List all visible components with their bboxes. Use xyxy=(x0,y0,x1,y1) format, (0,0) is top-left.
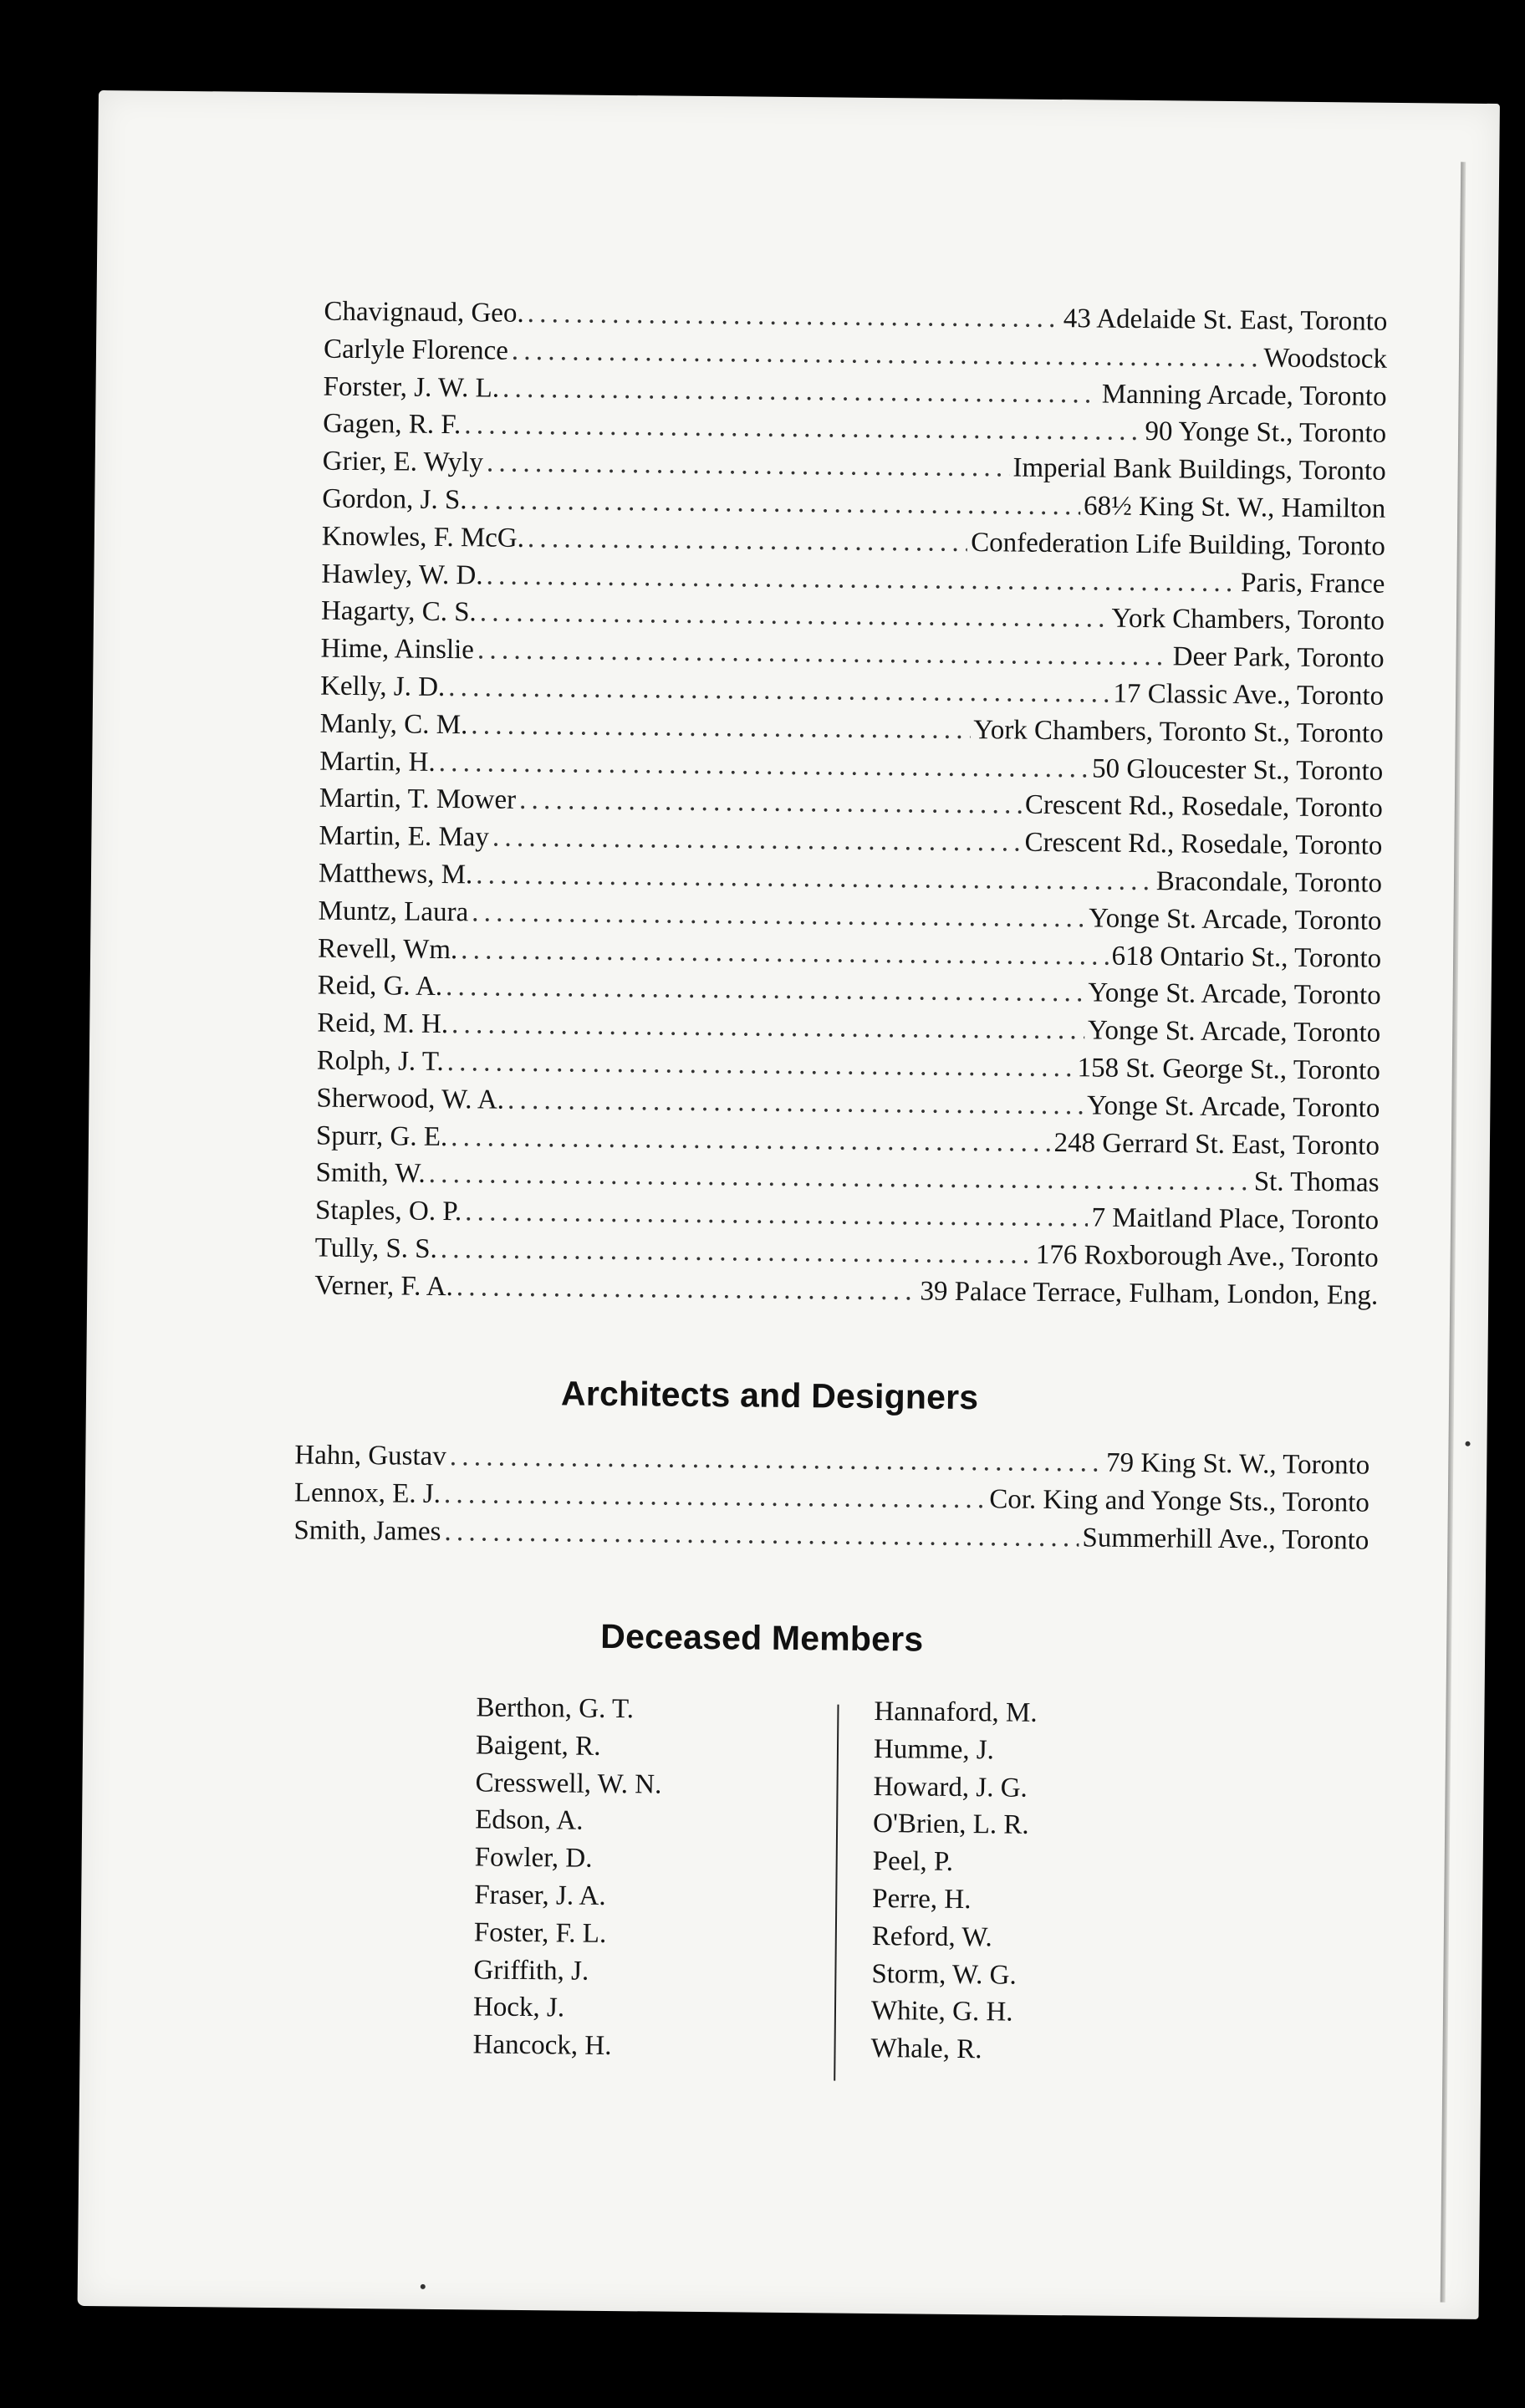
dot-leader xyxy=(464,411,1142,448)
entry-name: Reid, G. A. xyxy=(317,970,443,1002)
entry-address: 39 Palace Terrace, Fulham, London, Eng. xyxy=(920,1276,1379,1311)
deceased-member: White, G. H. xyxy=(870,1996,1013,2028)
deceased-member: Cresswell, W. N. xyxy=(475,1768,662,1800)
deceased-member: Hannaford, M. xyxy=(874,1696,1038,1728)
entry-address: Cor. King and Yonge Sts., Toronto xyxy=(989,1484,1370,1518)
dot-leader xyxy=(519,785,1022,821)
deceased-member: Fraser, J. A. xyxy=(474,1880,606,1911)
entry-address: St. Thomas xyxy=(1253,1166,1380,1199)
entry-address: 7 Maitland Place, Toronto xyxy=(1091,1202,1380,1236)
dot-leader xyxy=(441,1234,1033,1271)
entry-address: Woodstock xyxy=(1263,343,1388,375)
architects-heading: Architects and Designers xyxy=(560,1374,979,1417)
entry-name: Matthews, M. xyxy=(318,858,473,890)
dot-leader xyxy=(512,336,1261,375)
entry-name: Forster, J. W. L. xyxy=(323,371,500,404)
deceased-member: Berthon, G. T. xyxy=(476,1692,635,1725)
entry-name: Hagarty, C. S. xyxy=(320,595,477,628)
deceased-heading: Deceased Members xyxy=(600,1616,924,1659)
dot-leader xyxy=(528,523,968,559)
deceased-member: Foster, F. L. xyxy=(473,1917,607,1949)
entry-name: Chavignaud, Geo. xyxy=(324,296,524,329)
dot-leader xyxy=(480,598,1109,635)
dot-leader xyxy=(492,823,1022,859)
entry-name: Sherwood, W. A. xyxy=(316,1083,505,1115)
entry-name: Hawley, W. D. xyxy=(321,559,483,591)
entry-address: 17 Classic Ave., Toronto xyxy=(1113,678,1385,712)
entry-name: Verner, F. A. xyxy=(314,1270,454,1302)
entry-name: Rolph, J. T. xyxy=(316,1045,444,1077)
entry-name: Knowles, F. McG. xyxy=(321,521,525,554)
entry-address: 43 Adelaide St. East, Toronto xyxy=(1063,304,1388,337)
dot-leader xyxy=(444,1517,1079,1553)
deceased-member: Howard, J. G. xyxy=(873,1771,1028,1803)
entry-address: Confederation Life Building, Toronto xyxy=(971,527,1386,562)
dot-leader xyxy=(450,1441,1104,1478)
entry-address: 79 King St. W., Toronto xyxy=(1105,1447,1370,1481)
entry-address: Imperial Bank Buildings, Toronto xyxy=(1012,452,1386,487)
entry-name: Spurr, G. E. xyxy=(315,1120,448,1152)
dot-leader xyxy=(451,1122,1051,1159)
architects-list xyxy=(293,1440,1369,1563)
entry-name: Lennox, E. J. xyxy=(293,1477,441,1509)
entry-name: Gordon, J. S. xyxy=(322,483,467,516)
dot-leader xyxy=(471,710,970,746)
entry-name: Martin, E. May xyxy=(319,820,490,853)
entry-name: Gagen, R. F. xyxy=(323,408,462,441)
deceased-member: Fowler, D. xyxy=(474,1842,593,1874)
entry-address: 618 Ontario St., Toronto xyxy=(1111,941,1382,974)
entry-name: Revell, Wm. xyxy=(317,933,458,965)
dot-leader xyxy=(456,1272,917,1307)
entry-address: 50 Gloucester St., Toronto xyxy=(1091,753,1384,787)
entry-name: Staples, O. P. xyxy=(314,1195,462,1227)
entry-name: Hahn, Gustav xyxy=(294,1440,446,1472)
dot-leader xyxy=(487,448,1010,484)
dot-leader xyxy=(444,1479,987,1515)
deceased-column-left xyxy=(472,1692,662,2069)
deceased-member: Whale, R. xyxy=(870,2033,982,2065)
entry-name: Carlyle Florence xyxy=(323,334,509,366)
entry-address: Bracondale, Toronto xyxy=(1155,866,1383,899)
entry-address: York Chambers, Toronto St., Toronto xyxy=(973,714,1384,749)
deceased-member: Peel, P. xyxy=(872,1846,954,1878)
entry-address: Yonge St. Arcade, Toronto xyxy=(1087,1015,1381,1048)
deceased-member: Reford, W. xyxy=(871,1921,992,1953)
entry-name: Muntz, Laura xyxy=(318,895,469,928)
dot-leader xyxy=(461,935,1109,972)
dot-leader xyxy=(446,972,1085,1008)
entry-name: Tully, S. S. xyxy=(314,1232,438,1264)
entry-name: Manly, C. M. xyxy=(319,708,468,741)
dot-leader xyxy=(439,747,1089,784)
deceased-member: Hancock, H. xyxy=(472,2029,612,2062)
entry-address: Crescent Rd., Rosedale, Toronto xyxy=(1024,790,1383,824)
dot-leader xyxy=(451,1009,1084,1046)
deceased-member: O'Brien, L. R. xyxy=(872,1809,1029,1841)
entry-name: Grier, E. Wyly xyxy=(322,446,484,478)
entry-address: 158 St. George St., Toronto xyxy=(1077,1053,1380,1086)
dot-leader xyxy=(507,1084,1084,1121)
entry-address: Summerhill Ave., Toronto xyxy=(1082,1522,1369,1556)
entry-name: Hime, Ainslie xyxy=(320,633,475,666)
deceased-member: Griffith, J. xyxy=(473,1954,589,1987)
deceased-member: Edson, A. xyxy=(474,1804,584,1837)
entry-name: Martin, T. Mower xyxy=(319,783,517,816)
dot-leader xyxy=(477,635,1170,673)
dot-leader xyxy=(476,860,1153,897)
dot-leader xyxy=(465,1196,1089,1233)
entry-name: Smith, James xyxy=(293,1514,441,1547)
entry-name: Kelly, J. D. xyxy=(319,671,446,702)
entry-address: Yonge St. Arcade, Toronto xyxy=(1086,1090,1380,1124)
deceased-member: Perre, H. xyxy=(872,1883,972,1916)
dot-leader xyxy=(486,560,1237,599)
member-list xyxy=(314,297,1388,1319)
entry-address: Yonge St. Arcade, Toronto xyxy=(1088,977,1381,1012)
entry-address: Crescent Rd., Rosedale, Toronto xyxy=(1024,827,1383,861)
entry-address: 68½ King St. W., Hamilton xyxy=(1083,491,1386,524)
entry-address: Paris, France xyxy=(1240,567,1385,599)
document-page xyxy=(78,90,1500,2319)
entry-address: Deer Park, Toronto xyxy=(1172,641,1385,674)
deceased-member: Baigent, R. xyxy=(475,1730,601,1762)
entry-address: York Chambers, Toronto xyxy=(1111,604,1385,637)
entry-name: Smith, W. xyxy=(315,1157,426,1190)
dot-leader xyxy=(447,1047,1074,1084)
dot-leader xyxy=(527,298,1060,334)
deceased-member: Humme, J. xyxy=(873,1733,995,1766)
entry-address: Manning Arcade, Toronto xyxy=(1101,379,1387,412)
dot-leader xyxy=(502,373,1099,410)
entry-address: 248 Gerrard St. East, Toronto xyxy=(1053,1127,1380,1161)
deceased-member: Storm, W. G. xyxy=(871,1958,1017,1991)
dot-leader xyxy=(448,672,1110,710)
deceased-column-right xyxy=(870,1696,1037,2073)
dust-speck xyxy=(1466,1441,1471,1446)
deceased-members xyxy=(472,1692,1162,2217)
entry-address: 90 Yonge St., Toronto xyxy=(1145,416,1387,450)
entry-address: 176 Roxborough Ave., Toronto xyxy=(1035,1239,1379,1273)
entry-name: Reid, M. H. xyxy=(317,1008,449,1040)
entry-address: Yonge St. Arcade, Toronto xyxy=(1089,903,1382,936)
dot-leader xyxy=(472,897,1085,934)
page-fold-shadow xyxy=(1441,162,1466,2303)
entry-name: Martin, H. xyxy=(319,746,436,778)
column-divider xyxy=(834,1705,839,2081)
deceased-member: Hock, J. xyxy=(472,1992,565,2023)
dot-leader xyxy=(470,485,1080,522)
dust-speck xyxy=(421,2284,426,2289)
